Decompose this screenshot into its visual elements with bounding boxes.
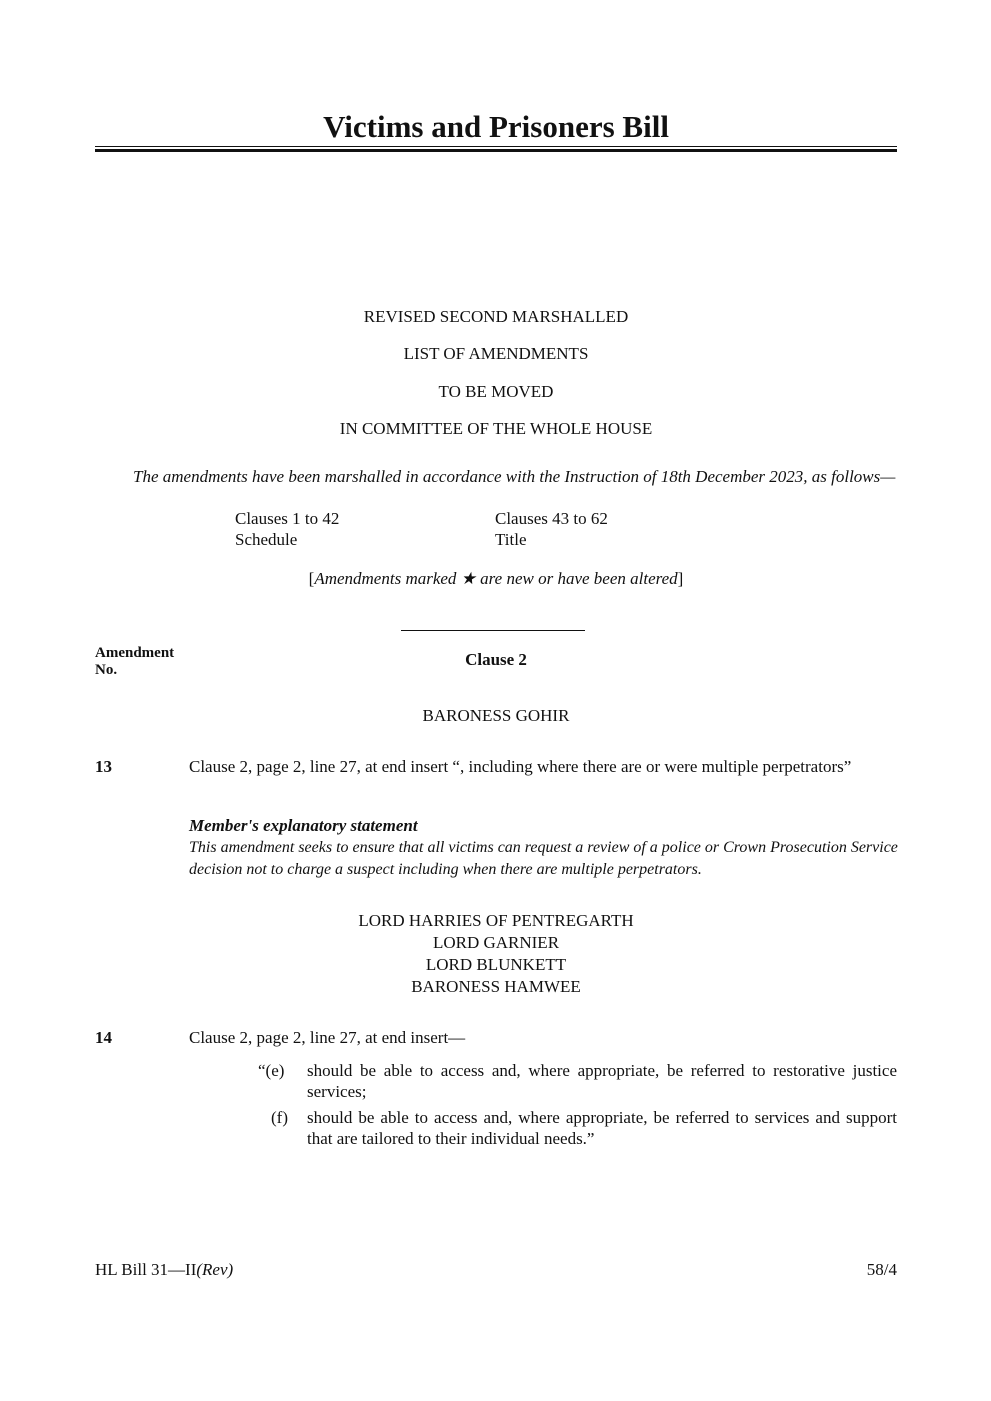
footer-bill-ref: HL Bill 31—II(Rev) — [95, 1260, 234, 1279]
order-item: Title — [495, 530, 527, 549]
statement-title: Member's explanatory statement — [189, 816, 418, 835]
para-label: (f) — [271, 1108, 288, 1127]
sponsor: LORD HARRIES OF PENTREGARTH — [358, 911, 634, 930]
title-rule-thick — [95, 149, 897, 152]
sponsor: BARONESS HAMWEE — [411, 977, 581, 996]
heading-line: REVISED SECOND MARSHALLED — [363, 307, 629, 326]
amendment-text: Clause 2, page 2, line 27, at end insert— — [189, 1028, 466, 1047]
order-item: Schedule — [235, 530, 298, 549]
amendment-number: 14 — [95, 1028, 112, 1047]
heading-line: TO BE MOVED — [438, 382, 554, 401]
para-label: “(e) — [258, 1061, 285, 1080]
para-text: should be able to access and, where appropriate, be referred to services and support that are tailored to their individual needs.” — [307, 1108, 897, 1148]
amendment-number: 13 — [95, 757, 112, 776]
sponsor: BARONESS GOHIR — [422, 706, 570, 725]
order-col1 — [235, 508, 339, 550]
sponsor: LORD GARNIER — [432, 933, 560, 952]
explanatory-statement: This amendment seeks to ensure that all victims can request a review of a police or Crown Prosecution Service decision not to charge a suspect including when there are multiple perpetrators. — [189, 839, 898, 878]
order-col2 — [495, 508, 608, 550]
heading-line: LIST OF AMENDMENTS — [403, 344, 589, 363]
bill-title: Victims and Prisoners Bill — [323, 109, 669, 144]
order-item: Clauses 43 to 62 — [495, 509, 608, 528]
heading-line: IN COMMITTEE OF THE WHOLE HOUSE — [339, 419, 653, 438]
sponsor: LORD BLUNKETT — [425, 955, 567, 974]
amendment-no-header: Amendment No. — [95, 645, 175, 678]
para-text: should be able to access and, where appropriate, be referred to restorative justice services; — [307, 1061, 897, 1101]
star-note: [Amendments marked ★ are new or have been altered] — [308, 569, 684, 588]
footer-page-ref: 58/4 — [866, 1260, 897, 1279]
intro-text: The amendments have been marshalled in accordance with the Instruction of 18th December 2023, as follows— — [133, 467, 896, 486]
amendment-text: Clause 2, page 2, line 27, at end insert “, including where there are or were multiple perpetrators” — [189, 757, 852, 776]
order-item: Clauses 1 to 42 — [235, 509, 340, 528]
section-rule — [401, 630, 585, 631]
title-rule-thin — [95, 146, 897, 147]
clause-heading: Clause 2 — [465, 650, 527, 669]
